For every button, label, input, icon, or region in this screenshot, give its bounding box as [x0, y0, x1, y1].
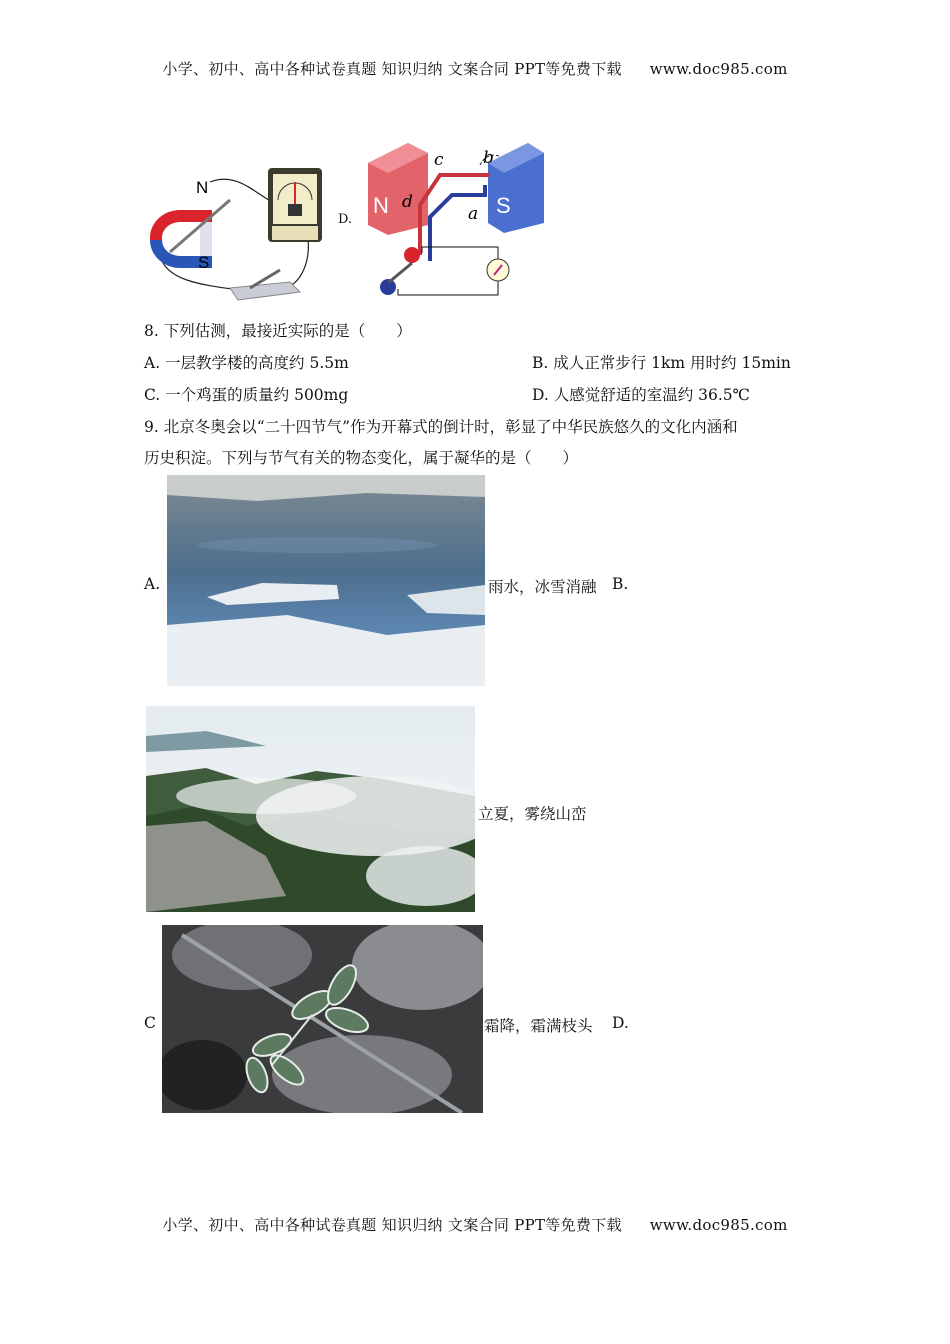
- frost-leaves-photo: [162, 925, 483, 1113]
- q9-option-c-caption: 霜降，霜满枝头: [484, 1017, 593, 1035]
- q9-option-d-label: D.: [612, 1014, 629, 1032]
- right-magnet-n-label: N: [373, 193, 389, 218]
- q8-option-a: A. 一层教学楼的高度约 5.5m: [144, 354, 349, 372]
- magnet-galvanometer-figure: [140, 160, 330, 305]
- header-text: 小学、初中、高中各种试卷真题 知识归纳 文案合同 PPT等免费下载: [162, 60, 622, 78]
- page-header: [0, 58, 950, 79]
- coil-label-d: d: [402, 192, 413, 212]
- q9-option-c-label: C: [144, 1014, 156, 1032]
- header-url[interactable]: www.doc985.com: [649, 60, 788, 78]
- footer-url[interactable]: www.doc985.com: [649, 1216, 788, 1234]
- q9-option-b-label: B.: [612, 575, 629, 593]
- footer-text: 小学、初中、高中各种试卷真题 知识归纳 文案合同 PPT等免费下载: [162, 1216, 622, 1234]
- melting-ice-photo: [167, 475, 485, 686]
- q9-option-b-caption: 立夏，雾绕山峦: [478, 805, 587, 823]
- q8-option-d: D. 人感觉舒适的室温约 36.5℃: [532, 386, 751, 404]
- coil-label-b: b: [483, 148, 494, 168]
- q8-stem: 8. 下列估测，最接近实际的是（ ）: [144, 322, 412, 340]
- q9-stem-line2: 历史积淀。下列与节气有关的物态变化，属于凝华的是（ ）: [144, 449, 579, 467]
- coil-label-a: a: [468, 204, 479, 224]
- left-magnet-s-label: S: [198, 253, 210, 272]
- coil-label-c: c: [434, 150, 444, 170]
- page-footer: [0, 1214, 950, 1235]
- option-d-label: D.: [338, 212, 353, 227]
- left-magnet-n-label: N: [196, 178, 209, 197]
- right-magnet-s-label: S: [496, 193, 511, 218]
- q9-option-a-label: A.: [144, 575, 161, 593]
- q8-option-c: C. 一个鸡蛋的质量约 500mg: [144, 386, 349, 404]
- generator-coil-figure: [360, 135, 550, 305]
- q9-stem-line1: 9. 北京冬奥会以“二十四节气”作为开幕式的倒计时，彰显了中华民族悠久的文化内涵和: [144, 418, 738, 436]
- q8-option-b: B. 成人正常步行 1km 用时约 15min: [532, 354, 791, 372]
- fog-mountains-photo: [146, 706, 475, 912]
- q9-option-a-caption: 雨水，冰雪消融: [488, 578, 597, 596]
